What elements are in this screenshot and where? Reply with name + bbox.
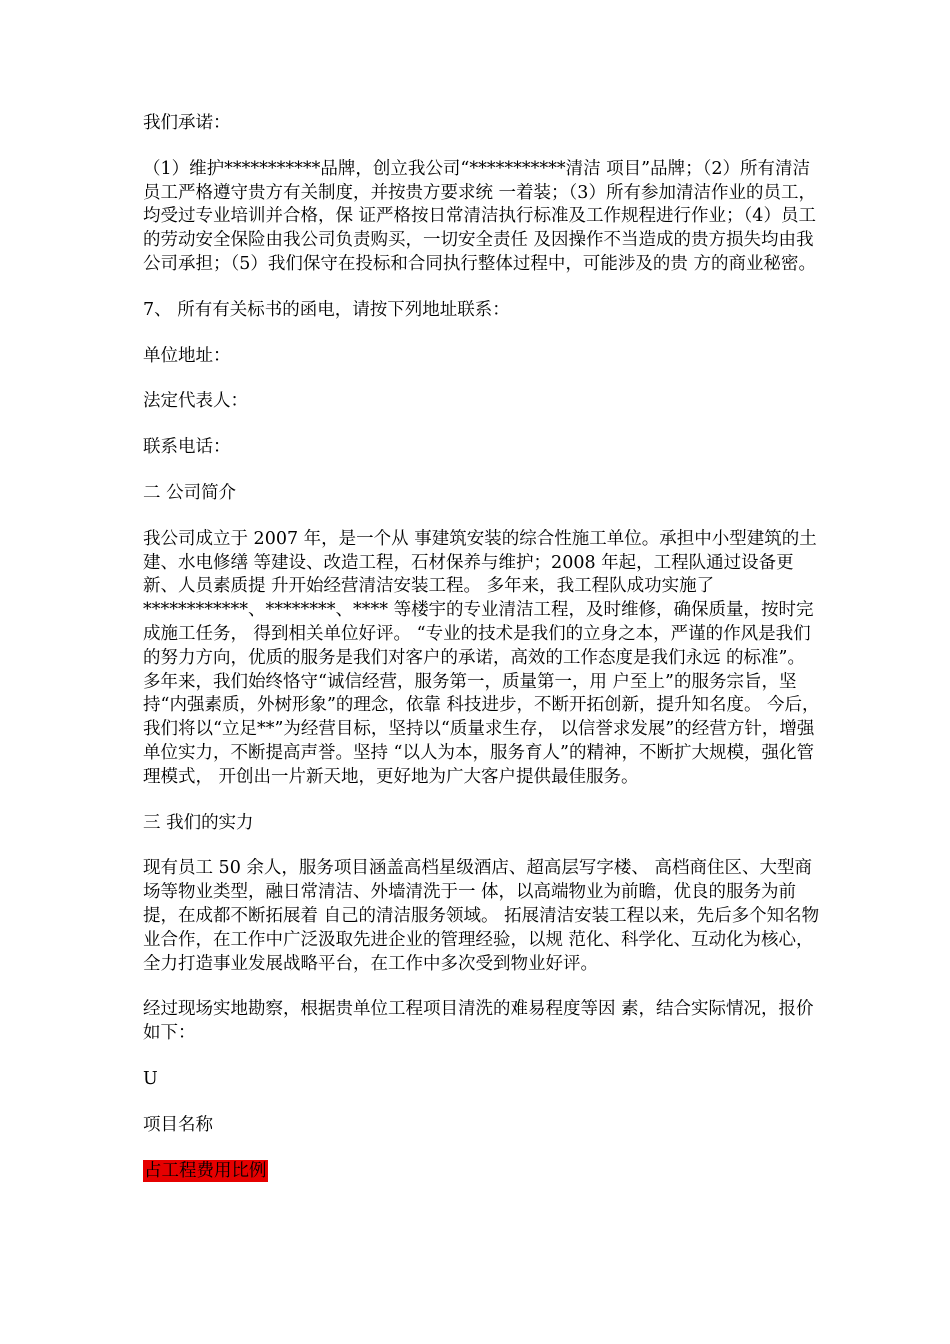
legal-rep-label: 法定代表人： [143, 391, 248, 412]
document-page [143, 112, 823, 1183]
section-3-body: 现有员工 50 余人，服务项目涵盖高档星级酒店、超高层写字楼、 高档商住区、大型商场等物业类型，融日常清洁、外墙清洗于一 体，以高端物业为前瞻，优良的服务为前提，在成都不断拓展着 自己的清洁服务领域。 拓展清洁安装工程以来，先后多个知名物业合作，在工作中广泛汲取先进企业的管理经验，以规 范化、科学化、互动化为核心，全力打造事业发展战略平台，在工作中多次受到物业好评。 [143, 858, 820, 974]
cost-ratio-highlight: 占工程费用比例 [144, 1160, 267, 1181]
section-2-title: 二 公司简介 [143, 482, 237, 503]
phone-label: 联系电话： [143, 437, 231, 458]
address-label: 单位地址： [143, 345, 231, 366]
commit-body: （1）维护***********品牌，创立我公司“***********清洁 项目”品牌；（2）所有清洁员工严格遵守贵方有关制度，并按贵方要求统 一着装；（3）所有参加清洁作业的员工，均受过专业培训并合格，保 证严格按日常清洁执行标准及工作规程进行作业；（4）员工的劳动安全保险由我公司负责购买，一切安全责任 及因操作不当造成的贵方损失均由我公司承担；（5）我们保守在投标和合同执行整体过程中，可能涉及的贵 方的商业秘密。 [143, 158, 816, 274]
survey-paragraph: 经过现场实地勘察，根据贵单位工程项目清洗的难易程度等因 素，结合实际情况，报价如下： [143, 999, 814, 1044]
commit-heading: 我们承诺： [143, 113, 231, 133]
u-mark: U [143, 1068, 158, 1089]
item-7-contact: 7、 所有有关标书的函电，请按下列地址联系： [143, 299, 510, 320]
section-2-body: 我公司成立于 2007 年，是一个从 事建筑安装的综合性施工单位。承担中小型建筑的土建、水电修缮 等建设、改造工程，石材保养与维护；2008 年起，工程队通过设备更新、人员素质提 升开始经营清洁安装工程。 多年来，我工程队成功实施了************、********、**** 等楼宇的专业清洁工程，及时维修，确保质量，按时完成施工任务， 得到相关单位好评。 “专业的技术是我们的立身之本，严谨的作风是我们的努力方向，优质的服务是我们对客户的承诺，高效的工作态度是我们永远 的标准”。 多年来，我们始终恪守“诚信经营，服务第一，质量第一，用 户至上”的服务宗旨，坚持“内强素质，外树形象”的理念，依靠 科技进步，不断开拓创新，提升知名度。 今后，我们将以“立足**”为经营目标，坚持以“质量求生存， 以信誉求发展”的经营方针，增强单位实力，不断提高声誉。坚持 “以人为本，服务育人”的精神，不断扩大规模，强化管理模式， 开创出一片新天地，更好地为广大客户提供最佳服务。 [143, 528, 820, 787]
item-name-label: 项目名称 [143, 1114, 213, 1135]
section-3-title: 三 我们的实力 [143, 812, 254, 833]
